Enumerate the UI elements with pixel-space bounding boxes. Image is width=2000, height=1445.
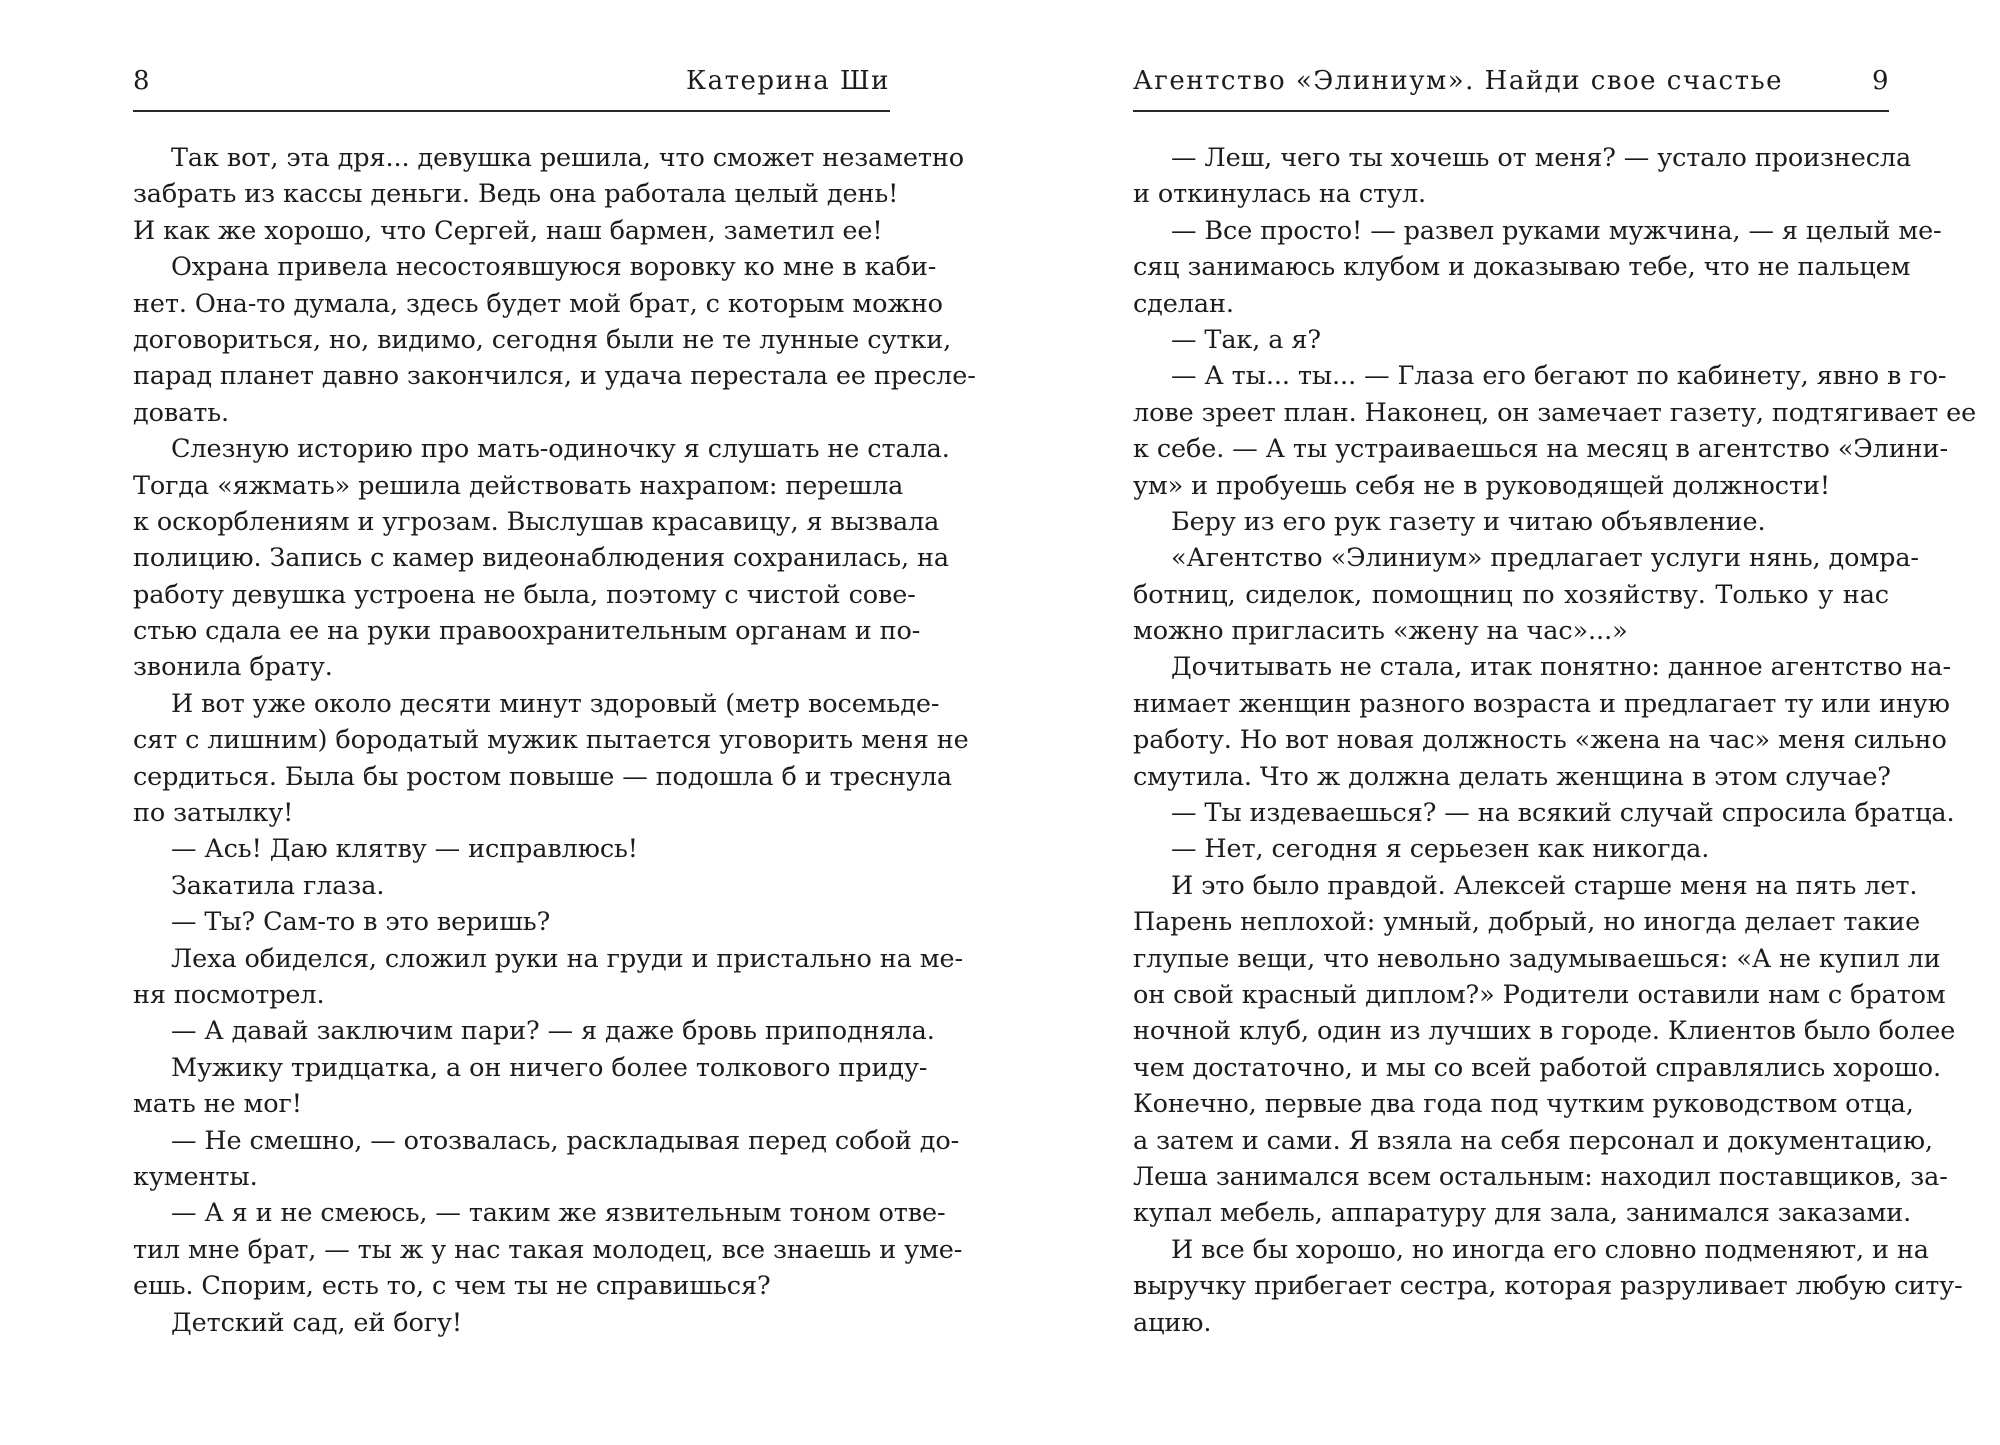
text-line: сяц занимаюсь клубом и доказываю тебе, что не пальцем — [1133, 252, 1911, 283]
text-line: стью сдала ее на руки правоохранительным органам и по- — [133, 616, 921, 647]
text-line: он свой красный диплом?» Родители оставили нам с братом — [1133, 979, 1946, 1010]
left-page-number: 8 — [133, 66, 151, 96]
text-line: Охрана привела несостоявшуюся воровку ко мне в каби- — [171, 252, 937, 283]
text-line: — Ты издеваешься? — на всякий случай спросила братца. — [1171, 798, 1955, 829]
text-line: звонила брату. — [133, 652, 333, 683]
text-line: чем достаточно, и мы со всей работой справлялись хорошо. — [1133, 1052, 1941, 1083]
text-line: к оскорблениям и угрозам. Выслушав красавицу, я вызвала — [133, 506, 940, 537]
text-line: — Леш, чего ты хочешь от меня? — устало произнесла — [1171, 143, 1912, 173]
text-line: можно пригласить «жену на час»...» — [1133, 616, 1628, 647]
text-line: — Ась! Даю клятву — исправлюсь! — [171, 834, 638, 865]
text-line: Тогда «яжмать» решила действовать нахрапом: перешла — [133, 470, 904, 501]
text-line: Конечно, первые два года под чутким руководством отца, — [1133, 1089, 1914, 1120]
right-page-number: 9 — [1871, 66, 1889, 96]
text-line: — А я и не смеюсь, — таким же язвительным тоном отве- — [171, 1198, 946, 1229]
text-line: довать. — [133, 397, 230, 428]
text-line: парад планет давно закончился, и удача перестала ее пресле- — [133, 361, 976, 392]
right-page-header — [1133, 64, 1889, 112]
text-line: ацию. — [1133, 1307, 1212, 1338]
text-line: И как же хорошо, что Сергей, наш бармен, заметил ее! — [133, 215, 883, 246]
text-line: Парень неплохой: умный, добрый, но иногда делает такие — [1133, 907, 1921, 938]
text-line: Леха обиделся, сложил руки на груди и пристально на ме- — [171, 943, 963, 974]
text-line: ботниц, сиделок, помощниц по хозяйству. Только у нас — [1133, 579, 1889, 610]
text-line: Слезную историю про мать-одиночку я слушать не стала. — [171, 434, 950, 465]
text-line: — Все просто! — развел руками мужчина, — я целый ме- — [1171, 215, 1942, 246]
text-line: Леша занимался всем остальным: находил поставщиков, за- — [1133, 1161, 1948, 1192]
text-line: работу. Но вот новая должность «жена на час» меня сильно — [1133, 725, 1947, 756]
text-line: глупые вещи, что невольно задумываешься: «А не купил ли — [1133, 943, 1941, 974]
text-line: кументы. — [133, 1161, 258, 1192]
text-line: а затем и сами. Я взяла на себя персонал и документацию, — [1133, 1125, 1933, 1156]
text-line: — Не смешно, — отозвалась, раскладывая перед собой до- — [171, 1125, 960, 1156]
right-page — [1000, 0, 2000, 1445]
right-running-head: Агентство «Элиниум». Найди свое счастье — [1133, 66, 1784, 96]
text-line: И это было правдой. Алексей старше меня на пять лет. — [1171, 870, 1918, 901]
text-line: — Нет, сегодня я серьезен как никогда. — [1171, 834, 1710, 865]
text-line: сделан. — [1133, 288, 1234, 319]
text-line: Дочитывать не стала, итак понятно: данное агентство на- — [1171, 652, 1952, 683]
text-line: договориться, но, видимо, сегодня были не те лунные сутки, — [133, 324, 952, 355]
text-line: сят с лишним) бородатый мужик пытается уговорить меня не — [133, 725, 969, 756]
text-line: и откинулась на стул. — [1133, 179, 1427, 210]
text-line: сердиться. Была бы ростом повыше — подошла б и треснула — [133, 761, 953, 792]
text-line: ночной клуб, один из лучших в городе. Клиентов было более — [1133, 1016, 1956, 1047]
text-line: Беру из его рук газету и читаю объявление. — [1171, 506, 1766, 537]
text-line: — Ты? Сам-то в это веришь? — [171, 907, 551, 938]
text-line: — Так, а я? — [1171, 324, 1321, 355]
text-line: полицию. Запись с камер видеонаблюдения сохранилась, на — [133, 543, 950, 574]
text-line: ум» и пробуешь себя не в руководящей должности! — [1133, 470, 1831, 501]
text-line: — А ты... ты... — Глаза его бегают по кабинету, явно в го- — [1171, 361, 1947, 392]
text-line: смутила. Что ж должна делать женщина в этом случае? — [1133, 761, 1891, 792]
left-running-head: Катерина Ши — [686, 66, 890, 96]
text-line: тил мне брат, — ты ж у нас такая молодец, все знаешь и уме- — [133, 1234, 963, 1265]
text-line: к себе. — А ты устраиваешься на месяц в агентство «Элини- — [1133, 434, 1948, 465]
text-line: работу девушка устроена не была, поэтому с чистой сове- — [133, 579, 916, 610]
text-line: забрать из кассы деньги. Ведь она работала целый день! — [133, 179, 899, 210]
text-line: купал мебель, аппаратуру для зала, занимался заказами. — [1133, 1198, 1912, 1229]
text-line: Мужику тридцатка, а он ничего более толкового приду- — [171, 1052, 928, 1083]
text-line: «Агентство «Элиниум» предлагает услуги нянь, домра- — [1171, 543, 1919, 574]
text-line: нет. Она-то думала, здесь будет мой брат, с которым можно — [133, 288, 943, 319]
text-line: Детский сад, ей богу! — [171, 1307, 463, 1338]
text-line: ня посмотрел. — [133, 979, 325, 1010]
text-line: Так вот, эта дря... девушка решила, что сможет незаметно — [171, 143, 964, 173]
text-line: ешь. Спорим, есть то, с чем ты не справишься? — [133, 1271, 771, 1302]
right-page-body — [1133, 140, 1977, 1341]
text-line: — А давай заключим пари? — я даже бровь приподняла. — [171, 1016, 935, 1047]
left-page-header — [133, 64, 890, 112]
text-line: выручку прибегает сестра, которая разруливает любую ситу- — [1133, 1271, 1963, 1302]
left-page-body — [133, 140, 976, 1341]
text-line: И вот уже около десяти минут здоровый (метр восемьде- — [171, 688, 940, 719]
text-line: Закатила глаза. — [171, 870, 385, 901]
text-line: по затылку! — [133, 798, 294, 829]
text-line: лове зреет план. Наконец, он замечает газету, подтягивает ее — [1133, 397, 1977, 428]
text-line: мать не мог! — [133, 1089, 302, 1120]
text-line: нимает женщин разного возраста и предлагает ту или иную — [1133, 688, 1950, 719]
text-line: И все бы хорошо, но иногда его словно подменяют, и на — [1171, 1234, 1929, 1265]
